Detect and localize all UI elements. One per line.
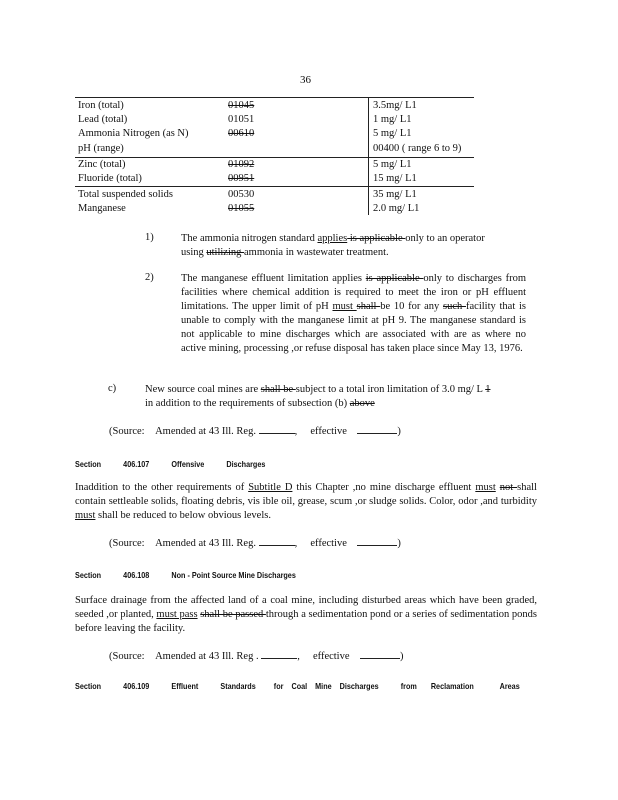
table-row-code: 01092 [228, 159, 255, 170]
page-number: 36 [300, 74, 311, 86]
table-row-value: 3.5mg/ L1 [373, 100, 417, 111]
table-row-name: pH (range) [78, 143, 124, 154]
table-row-value: 2.0 mg/ L1 [373, 203, 420, 214]
table-row-name: Total suspended solids [78, 189, 173, 200]
note-1-text: The ammonia nitrogen standard applies is applicable only to an operator using utilizing ammonia in wastewater treatment. [181, 233, 485, 258]
table-row-code: 01055 [228, 203, 255, 214]
note-2-number: 2) [145, 272, 154, 283]
table-row-code: 00610 [228, 128, 255, 139]
table-row-value: 00400 ( range 6 to 9) [373, 143, 462, 154]
source-line: (Source: Amended at 43 Ill. Reg. , effective ) [109, 538, 401, 549]
table-rule-mid [75, 157, 474, 158]
section-heading-107: Section 406.107 Offensive Discharges [75, 459, 266, 469]
table-row-code: 00530 [228, 189, 255, 200]
note-2-text: The manganese effluent limitation applies is applicable only to discharges from facilities where chemical addition is required to meet the iron or pH effluent limitations. The upper limit of pH must shall be 10 for any such facility that is unable to comply with the manganese limit at pH 9. The manganese standard is not applicable to mine discharges which are associated with are as where no active mining, processing ,or refuse disposal has taken place since May 13, 1976. [181, 273, 526, 354]
table-row-code: 01051 [228, 114, 255, 125]
section-heading-109: Section 406.109 Effluent Standards for Coal Mine Discharges from Reclamation Areas [75, 681, 520, 691]
table-row-name: Fluoride (total) [78, 173, 142, 184]
table-row-value: 5 mg/ L1 [373, 128, 412, 139]
table-row-name: Manganese [78, 203, 126, 214]
source-line: (Source: Amended at 43 Ill. Reg . , effective ) [109, 651, 404, 662]
para-c-text: New source coal mines are shall be subject to a total iron limitation of 3.0 mg/ L 1 in addition to the requirements of subsection (b) above [145, 384, 491, 409]
table-row-name: Ammonia Nitrogen (as N) [78, 128, 189, 139]
table-row-value: 15 mg/ L1 [373, 173, 417, 184]
section-heading-108: Section 406.108 Non - Point Source Mine Discharges [75, 570, 296, 580]
table-rule-top [75, 97, 474, 98]
section-108-text: Surface drainage from the affected land of a coal mine, including disturbed areas which have been graded, seeded ,or planted, must pass shall be passed through a sedimentation pond or a series of sedimentation ponds before leaving the facility. [75, 595, 537, 634]
source-line: (Source: Amended at 43 Ill. Reg. , effective ) [109, 426, 401, 437]
table-rule-mid2 [75, 186, 474, 187]
table-row-code: 01045 [228, 100, 255, 111]
table-row-code: 00951 [228, 173, 255, 184]
table-row-name: Zinc (total) [78, 159, 126, 170]
table-row-value: 5 mg/ L1 [373, 159, 412, 170]
para-c-number: c) [108, 383, 117, 394]
table-row-value: 35 mg/ L1 [373, 189, 417, 200]
table-row-value: 1 mg/ L1 [373, 114, 412, 125]
section-107-text: Inaddition to the other requirements of Subtitle D this Chapter ,no mine discharge effluent must not shall contain settleable solids, floating debris, vis ible oil, grease, scum ,or sludge solids. Color, odor ,and turbidity must shall be reduced to below obvious levels. [75, 482, 537, 521]
table-divider [368, 97, 369, 215]
note-1-number: 1) [145, 232, 154, 243]
table-row-name: Lead (total) [78, 114, 128, 125]
table-row-name: Iron (total) [78, 100, 124, 111]
